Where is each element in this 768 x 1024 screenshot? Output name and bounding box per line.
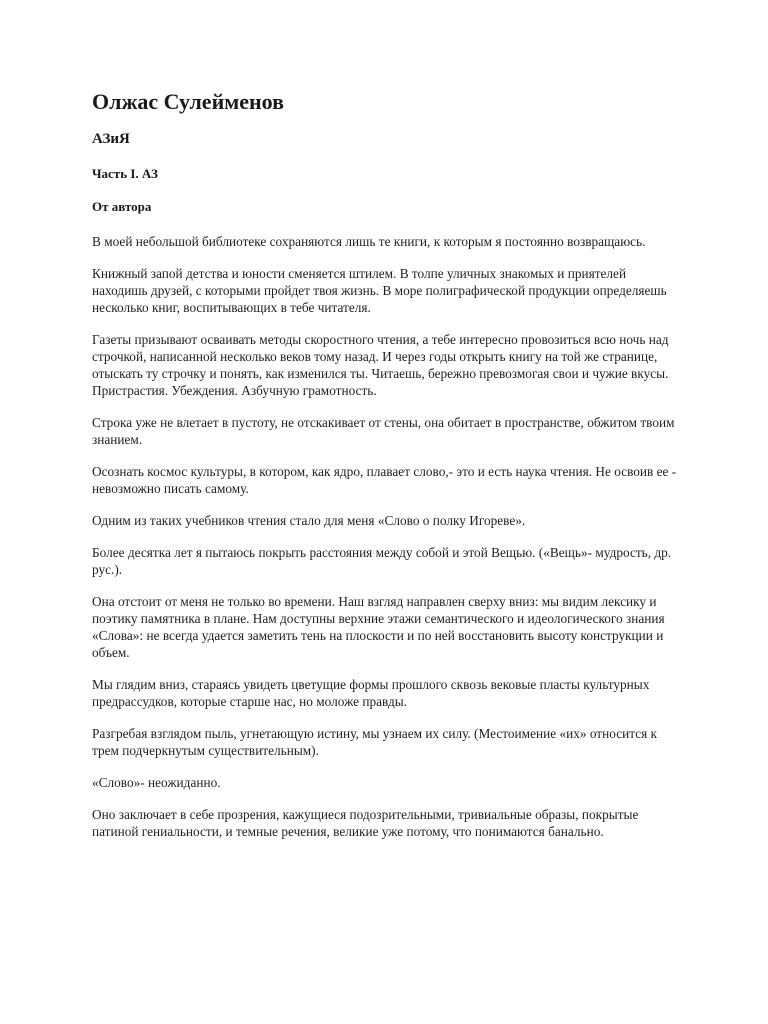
paragraph: Она отстоит от меня не только во времени. Наш взгляд направлен сверху вниз: мы видим лексику и поэтику памятника в плане. Нам доступны верхние этажи семантического и идеологического знания «Слова»: не всегда удается заметить тень на плоскости и по ней восстановить высоту конструкции и объем.	[92, 594, 665, 660]
paragraph: Осознать космос культуры, в котором, как ядро, плавает слово,- это и есть наука чтения. Не освоив ее - невозможно писать самому.	[92, 464, 677, 496]
paragraph: «Слово»- неожиданно.	[92, 775, 221, 790]
book-title: АЗиЯ	[92, 131, 130, 147]
paragraph: Мы глядим вниз, стараясь увидеть цветущие формы прошлого сквозь вековые пласты культурных предрассудков, которые старше нас, но моложе правды.	[92, 677, 650, 709]
paragraph: Строка уже не влетает в пустоту, не отскакивает от стены, она обитает в пространстве, обжитом твоим знанием.	[92, 415, 675, 447]
document-page	[92, 88, 692, 839]
author-name: Олжас Сулейменов	[92, 89, 285, 114]
paragraph: Газеты призывают осваивать методы скоростного чтения, а тебе интересно провозиться всю ночь над строчкой, написанной несколько веков тому назад. И через годы открыть книгу на той же странице, отыскать ту строчку и понять, как изменился ты. Читаешь, бережно превозмогая свои и чужие вкусы. Пристрастия. Убеждения. Азбучную грамотность.	[92, 332, 669, 398]
paragraph: Более десятка лет я пытаюсь покрыть расстояния между собой и этой Вещью. («Вещь»- мудрость, др. рус.).	[92, 545, 672, 577]
paragraph: Оно заключает в себе прозрения, кажущиеся подозрительными, тривиальные образы, покрытые патиной гениальности, и темные речения, великие уже потому, что понимаются банально.	[92, 807, 639, 839]
paragraph: В моей небольшой библиотеке сохраняются лишь те книги, к которым я постоянно возвращаюсь.	[92, 234, 646, 249]
section-title: От автора	[92, 199, 152, 214]
part-title: Часть I. АЗ	[92, 166, 158, 181]
paragraph: Разгребая взглядом пыль, угнетающую истину, мы узнаем их силу. (Местоимение «их» относится к трем подчеркнутым существительным).	[92, 726, 657, 758]
document-body	[92, 233, 682, 855]
paragraph: Одним из таких учебников чтения стало для меня «Слово о полку Игореве».	[92, 513, 526, 528]
paragraph: Книжный запой детства и юности сменяется штилем. В толпе уличных знакомых и приятелей находишь друзей, с которыми пройдет твоя жизнь. В море полиграфической продукции определяешь несколько книг, воспитывающих в тебе читателя.	[92, 266, 667, 315]
